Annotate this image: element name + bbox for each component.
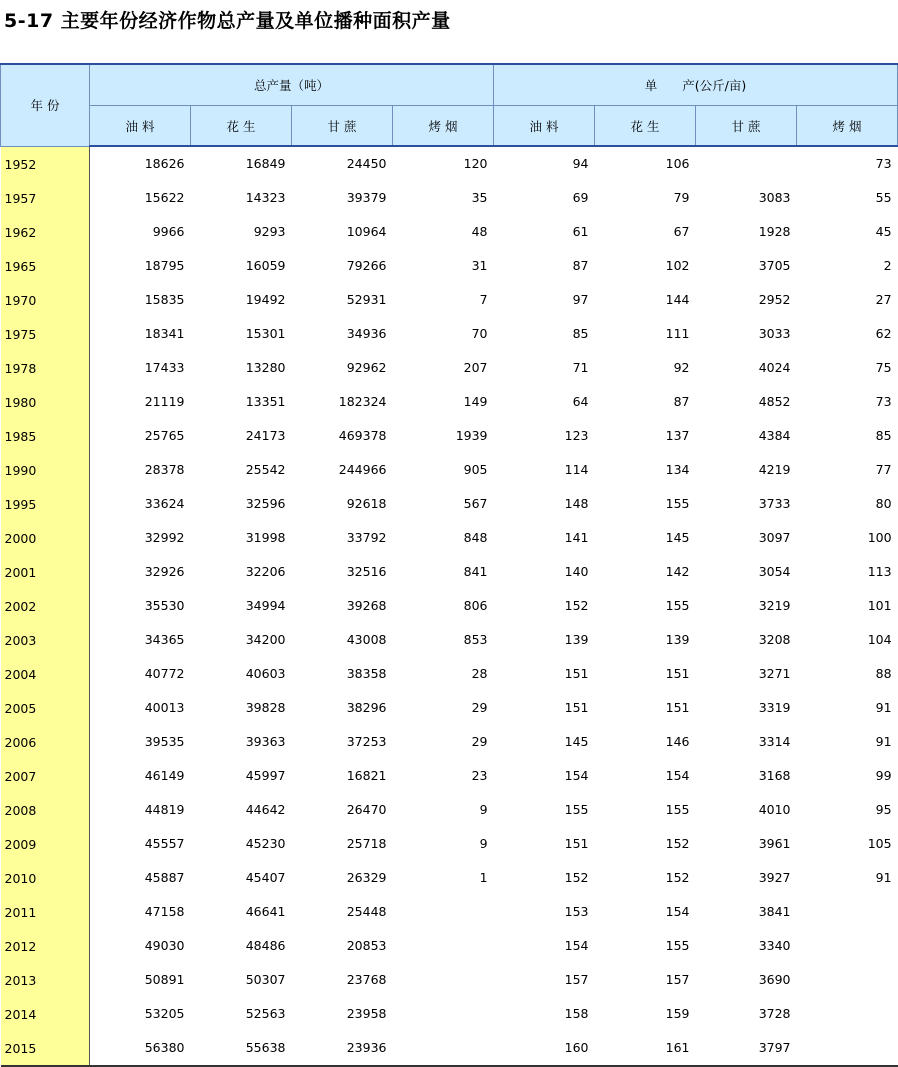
table-cell: 92 — [673, 360, 690, 375]
table-cell: 3690 — [758, 972, 791, 987]
row-year: 2005 — [1, 691, 90, 725]
total-output-group-header: 总产量（吨） — [90, 64, 494, 106]
table-cell: 3219 — [758, 598, 791, 613]
table-cell: 25718 — [346, 836, 387, 851]
table-cell: 88 — [875, 666, 892, 681]
table-cell: 46149 — [144, 768, 185, 783]
table-cell: 23936 — [292, 1031, 393, 1066]
table-cell: 50891 — [144, 972, 185, 987]
table-cell: 905 — [463, 462, 488, 477]
table-cell: 35530 — [144, 598, 185, 613]
unit-yield-group-header: 单 产(公斤/亩) — [494, 64, 898, 106]
table-cell: 25765 — [144, 428, 185, 443]
table-cell: 80 — [875, 496, 892, 511]
table-cell: 144 — [665, 292, 690, 307]
row-year: 1990 — [1, 453, 90, 487]
table-cell: 13351 — [245, 394, 286, 409]
row-year: 2012 — [1, 929, 90, 963]
row-year: 2004 — [1, 657, 90, 691]
table-cell: 9293 — [253, 224, 286, 239]
table-cell: 85 — [875, 428, 892, 443]
table-cell: 56380 — [90, 1031, 191, 1066]
table-cell: 19492 — [245, 292, 286, 307]
row-year: 2014 — [1, 997, 90, 1031]
table-row — [1, 759, 898, 793]
table-cell — [696, 146, 797, 181]
table-cell: 50307 — [245, 972, 286, 987]
table-cell: 151 — [564, 666, 589, 681]
table-cell: 38296 — [346, 700, 387, 715]
row-year: 1995 — [1, 487, 90, 521]
table-cell: 23 — [471, 768, 488, 783]
table-cell: 39828 — [245, 700, 286, 715]
table-cell: 38358 — [346, 666, 387, 681]
table-cell: 26470 — [346, 802, 387, 817]
table-cell: 26329 — [346, 870, 387, 885]
table-cell: 3168 — [758, 768, 791, 783]
table-cell: 102 — [665, 258, 690, 273]
table-cell: 154 — [665, 904, 690, 919]
table-cell: 16849 — [245, 156, 286, 172]
table-cell: 1928 — [758, 224, 791, 239]
table-cell: 113 — [867, 564, 892, 579]
row-year: 1970 — [1, 283, 90, 317]
table-cell: 69 — [572, 190, 589, 205]
table-cell — [797, 895, 898, 929]
table-cell: 75 — [875, 360, 892, 375]
table-cell — [393, 997, 494, 1031]
table-cell: 44642 — [245, 802, 286, 817]
table-cell: 155 — [665, 496, 690, 511]
table-cell: 16821 — [346, 768, 387, 783]
row-year: 2013 — [1, 963, 90, 997]
table-cell: 52563 — [245, 1006, 286, 1021]
table-cell: 154 — [564, 938, 589, 953]
table-cell: 3054 — [758, 564, 791, 579]
col-unit-oil: 油 料 — [494, 106, 595, 147]
table-cell: 158 — [564, 1006, 589, 1021]
table-cell: 32596 — [245, 496, 286, 511]
table-cell: 21119 — [144, 394, 185, 409]
table-cell: 15301 — [245, 326, 286, 341]
table-cell: 10964 — [346, 224, 387, 239]
table-cell: 152 — [665, 870, 690, 885]
table-cell: 46641 — [245, 904, 286, 919]
table-cell: 4024 — [758, 360, 791, 375]
table-cell: 91 — [875, 870, 892, 885]
table-row — [1, 623, 898, 657]
row-year: 1957 — [1, 181, 90, 215]
table-row — [1, 827, 898, 861]
table-row — [1, 487, 898, 521]
table-cell: 33624 — [144, 496, 185, 511]
table-cell: 101 — [867, 598, 892, 613]
table-cell: 3271 — [758, 666, 791, 681]
table-cell: 91 — [875, 734, 892, 749]
table-cell: 55638 — [191, 1031, 292, 1066]
table-cell: 18341 — [144, 326, 185, 341]
table-row — [1, 555, 898, 589]
table-cell: 37253 — [346, 734, 387, 749]
table-cell: 3314 — [758, 734, 791, 749]
row-year: 2001 — [1, 555, 90, 589]
table-cell: 20853 — [346, 938, 387, 953]
table-cell: 87 — [572, 258, 589, 273]
table-row — [1, 215, 898, 249]
table-cell: 120 — [463, 156, 488, 172]
table-cell: 848 — [463, 530, 488, 545]
table-cell: 160 — [494, 1031, 595, 1066]
table-cell: 94 — [572, 156, 589, 172]
table-row — [1, 691, 898, 725]
table-cell: 244966 — [338, 462, 387, 477]
table-cell: 155 — [665, 598, 690, 613]
table-cell: 105 — [867, 836, 892, 851]
table-cell: 152 — [564, 870, 589, 885]
table-cell: 9966 — [152, 224, 185, 239]
table-row — [1, 963, 898, 997]
table-cell: 145 — [665, 530, 690, 545]
table-cell: 806 — [463, 598, 488, 613]
table-cell: 92962 — [346, 360, 387, 375]
table-cell: 3841 — [758, 904, 791, 919]
table-cell: 25448 — [346, 904, 387, 919]
table-cell: 7 — [479, 292, 488, 307]
table-row — [1, 589, 898, 623]
row-year: 1952 — [1, 146, 90, 181]
table-row — [1, 385, 898, 419]
table-cell: 45887 — [144, 870, 185, 885]
table-cell: 77 — [875, 462, 892, 477]
table-cell: 49030 — [144, 938, 185, 953]
col-unit-peanut: 花 生 — [595, 106, 696, 147]
table-cell: 567 — [463, 496, 488, 511]
table-cell: 23768 — [346, 972, 387, 987]
table-cell: 155 — [564, 802, 589, 817]
table-row — [1, 181, 898, 215]
table-cell: 29 — [471, 700, 488, 715]
table-cell: 91 — [875, 700, 892, 715]
table-cell: 52931 — [346, 292, 387, 307]
table-cell: 151 — [564, 700, 589, 715]
table-cell: 3208 — [758, 632, 791, 647]
table-cell: 139 — [564, 632, 589, 647]
row-year: 1978 — [1, 351, 90, 385]
table-row — [1, 725, 898, 759]
table-cell: 137 — [665, 428, 690, 443]
table-cell: 17433 — [144, 360, 185, 375]
table-cell — [393, 963, 494, 997]
table-cell: 32926 — [144, 564, 185, 579]
table-cell: 15622 — [144, 190, 185, 205]
table-cell: 28 — [471, 666, 488, 681]
table-cell: 14323 — [245, 190, 286, 205]
row-year: 2000 — [1, 521, 90, 555]
table-cell: 39379 — [346, 190, 387, 205]
table-cell: 67 — [673, 224, 690, 239]
table-cell: 39268 — [346, 598, 387, 613]
table-cell: 157 — [564, 972, 589, 987]
table-cell: 44819 — [144, 802, 185, 817]
table-cell — [797, 997, 898, 1031]
table-cell: 469378 — [338, 428, 387, 443]
table-header — [1, 64, 898, 146]
table-cell: 3705 — [758, 258, 791, 273]
table-cell: 3083 — [758, 190, 791, 205]
table-cell: 155 — [665, 802, 690, 817]
data-table-container — [0, 63, 898, 1067]
table-row — [1, 657, 898, 691]
table-cell: 3033 — [758, 326, 791, 341]
table-cell: 99 — [875, 768, 892, 783]
table-cell: 27 — [875, 292, 892, 307]
table-cell: 155 — [665, 938, 690, 953]
table-cell — [797, 963, 898, 997]
table-cell: 16059 — [245, 258, 286, 273]
table-cell: 40772 — [144, 666, 185, 681]
col-unit-tobacco: 烤 烟 — [797, 106, 898, 147]
table-cell: 2 — [883, 258, 892, 273]
table-cell: 39363 — [245, 734, 286, 749]
table-row — [1, 793, 898, 827]
table-cell: 152 — [564, 598, 589, 613]
table-cell: 159 — [665, 1006, 690, 1021]
table-cell: 87 — [673, 394, 690, 409]
row-year: 2009 — [1, 827, 90, 861]
table-cell: 31 — [471, 258, 488, 273]
row-year: 2011 — [1, 895, 90, 929]
table-cell: 9 — [479, 802, 488, 817]
table-cell: 3797 — [696, 1031, 797, 1066]
row-year: 2006 — [1, 725, 90, 759]
table-cell: 43008 — [346, 632, 387, 647]
table-cell: 141 — [564, 530, 589, 545]
table-cell: 13280 — [245, 360, 286, 375]
table-cell: 3733 — [758, 496, 791, 511]
table-cell: 70 — [471, 326, 488, 341]
table-cell: 1939 — [455, 428, 488, 443]
table-cell: 71 — [572, 360, 589, 375]
table-cell: 55 — [875, 190, 892, 205]
table-cell: 151 — [564, 836, 589, 851]
table-cell: 34936 — [346, 326, 387, 341]
table-cell: 79 — [673, 190, 690, 205]
table-cell: 23958 — [346, 1006, 387, 1021]
col-total-sugarcane: 甘 蔗 — [292, 106, 393, 147]
row-year: 1980 — [1, 385, 90, 419]
col-total-tobacco: 烤 烟 — [393, 106, 494, 147]
table-cell: 45230 — [245, 836, 286, 851]
table-cell: 18795 — [144, 258, 185, 273]
table-cell: 73 — [875, 394, 892, 409]
table-cell — [393, 1031, 494, 1066]
table-cell: 151 — [665, 700, 690, 715]
table-cell: 148 — [564, 496, 589, 511]
table-cell: 149 — [463, 394, 488, 409]
table-row — [1, 521, 898, 555]
table-cell: 3961 — [758, 836, 791, 851]
table-cell: 34200 — [245, 632, 286, 647]
table-cell: 145 — [564, 734, 589, 749]
table-row — [1, 861, 898, 895]
table-cell: 4852 — [758, 394, 791, 409]
table-cell — [393, 929, 494, 963]
crop-production-table — [0, 63, 898, 1067]
table-cell: 45557 — [144, 836, 185, 851]
table-cell: 1 — [479, 870, 488, 885]
table-cell: 207 — [463, 360, 488, 375]
table-cell: 31998 — [245, 530, 286, 545]
table-cell: 40013 — [144, 700, 185, 715]
row-year: 2008 — [1, 793, 90, 827]
table-cell: 153 — [564, 904, 589, 919]
table-cell: 106 — [665, 156, 690, 172]
table-cell: 34994 — [245, 598, 286, 613]
table-row — [1, 283, 898, 317]
table-row — [1, 249, 898, 283]
table-cell: 40603 — [245, 666, 286, 681]
table-row — [1, 997, 898, 1031]
table-cell: 28378 — [144, 462, 185, 477]
table-cell: 146 — [665, 734, 690, 749]
table-cell: 61 — [572, 224, 589, 239]
table-cell: 114 — [564, 462, 589, 477]
table-cell: 35 — [471, 190, 488, 205]
table-cell: 111 — [665, 326, 690, 341]
table-cell: 24450 — [346, 156, 387, 172]
table-cell: 100 — [867, 530, 892, 545]
page-title: 5-17 主要年份经济作物总产量及单位播种面积产量 — [4, 10, 451, 32]
row-year: 2007 — [1, 759, 90, 793]
table-row — [1, 419, 898, 453]
table-cell: 64 — [572, 394, 589, 409]
table-cell: 85 — [572, 326, 589, 341]
table-cell: 151 — [665, 666, 690, 681]
table-cell: 4384 — [758, 428, 791, 443]
table-cell: 140 — [564, 564, 589, 579]
table-cell: 95 — [875, 802, 892, 817]
row-year: 1985 — [1, 419, 90, 453]
table-row — [1, 317, 898, 351]
table-cell: 139 — [665, 632, 690, 647]
table-cell: 62 — [875, 326, 892, 341]
table-cell: 47158 — [144, 904, 185, 919]
table-cell: 3927 — [758, 870, 791, 885]
table-cell: 157 — [665, 972, 690, 987]
table-cell: 18626 — [144, 156, 185, 172]
table-cell: 4010 — [758, 802, 791, 817]
table-cell: 2952 — [758, 292, 791, 307]
table-cell: 104 — [867, 632, 892, 647]
table-cell: 25542 — [245, 462, 286, 477]
table-cell: 3097 — [758, 530, 791, 545]
table-cell: 15835 — [144, 292, 185, 307]
table-cell: 53205 — [144, 1006, 185, 1021]
table-cell: 142 — [665, 564, 690, 579]
table-cell: 32516 — [346, 564, 387, 579]
row-year: 2015 — [1, 1031, 90, 1066]
table-cell: 45997 — [245, 768, 286, 783]
table-cell: 182324 — [338, 394, 387, 409]
table-body — [1, 146, 898, 1066]
table-cell: 33792 — [346, 530, 387, 545]
table-cell: 32206 — [245, 564, 286, 579]
table-cell — [393, 895, 494, 929]
table-row — [1, 146, 898, 181]
col-total-oil: 油 料 — [90, 106, 191, 147]
row-year: 1975 — [1, 317, 90, 351]
table-cell: 92618 — [346, 496, 387, 511]
table-row — [1, 351, 898, 385]
year-column-header: 年 份 — [1, 64, 90, 146]
table-cell — [797, 929, 898, 963]
table-cell: 79266 — [346, 258, 387, 273]
row-year: 2002 — [1, 589, 90, 623]
row-year: 1962 — [1, 215, 90, 249]
table-cell: 48486 — [245, 938, 286, 953]
table-cell: 152 — [665, 836, 690, 851]
table-row — [1, 895, 898, 929]
table-cell: 39535 — [144, 734, 185, 749]
table-cell: 123 — [564, 428, 589, 443]
table-cell: 853 — [463, 632, 488, 647]
table-cell: 45 — [875, 224, 892, 239]
table-cell: 24173 — [245, 428, 286, 443]
table-cell: 73 — [875, 156, 892, 172]
table-cell: 3728 — [758, 1006, 791, 1021]
table-cell: 4219 — [758, 462, 791, 477]
table-cell: 48 — [471, 224, 488, 239]
table-cell: 161 — [595, 1031, 696, 1066]
table-cell — [797, 1031, 898, 1066]
table-cell: 841 — [463, 564, 488, 579]
row-year: 1965 — [1, 249, 90, 283]
table-cell: 45407 — [245, 870, 286, 885]
table-cell: 154 — [564, 768, 589, 783]
table-cell: 29 — [471, 734, 488, 749]
table-row — [1, 1031, 898, 1066]
table-cell: 34365 — [144, 632, 185, 647]
table-cell: 3319 — [758, 700, 791, 715]
col-unit-sugarcane: 甘 蔗 — [696, 106, 797, 147]
table-cell: 9 — [479, 836, 488, 851]
col-total-peanut: 花 生 — [191, 106, 292, 147]
row-year: 2010 — [1, 861, 90, 895]
table-cell: 32992 — [144, 530, 185, 545]
table-cell: 3340 — [758, 938, 791, 953]
table-row — [1, 929, 898, 963]
table-cell: 97 — [572, 292, 589, 307]
table-cell: 154 — [665, 768, 690, 783]
table-cell: 134 — [665, 462, 690, 477]
table-row — [1, 453, 898, 487]
row-year: 2003 — [1, 623, 90, 657]
